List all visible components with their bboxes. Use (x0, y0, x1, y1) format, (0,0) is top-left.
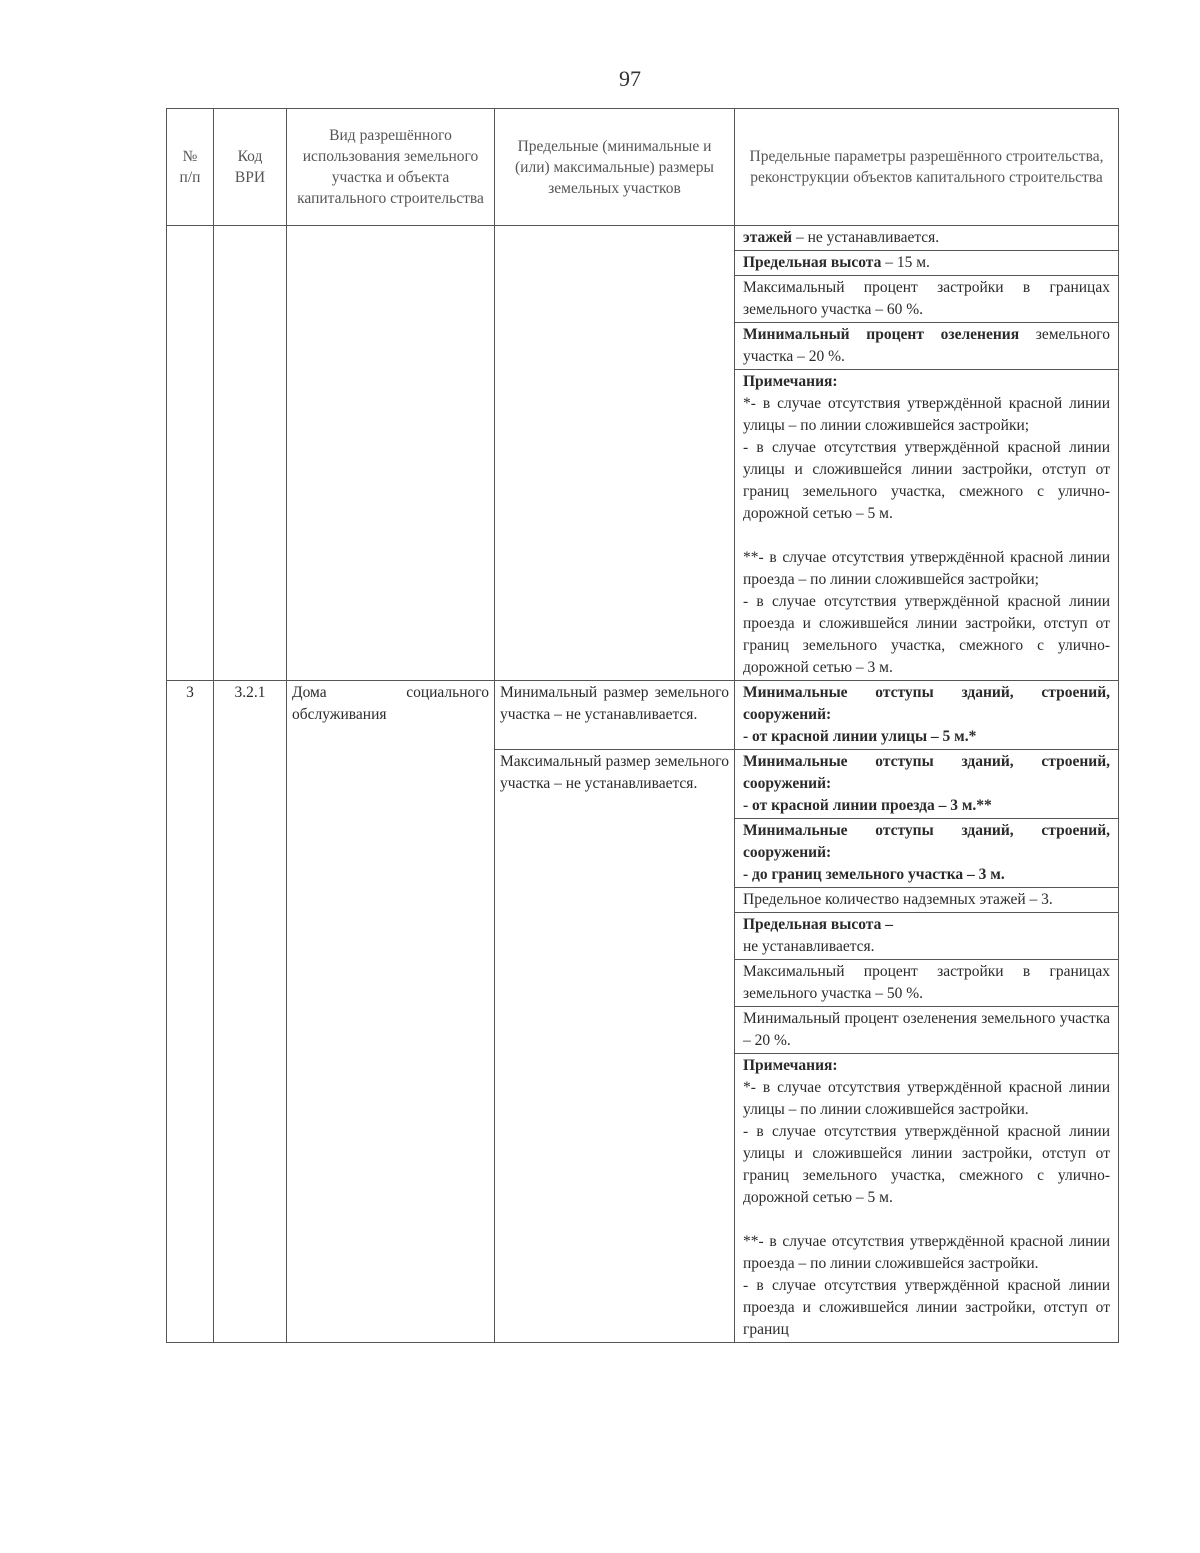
table-row (167, 226, 1119, 251)
row3-setback-border: Минимальные отступы зданий, строений, сооружений: - до границ земельного участка – 3 м. (735, 819, 1119, 888)
row3-floors: Предельное количество надземных этажей – 3. (735, 888, 1119, 913)
note-item: - в случае отсутствия утверждённой красной линии улицы и сложившейся линии застройки, отступ от границ земельного участка, смежного с улично-дорожной сетью – 5 м. (743, 1123, 1110, 1206)
note-item: *- в случае отсутствия утверждённой красной линии улицы – по линии сложившейся застройки; (743, 395, 1110, 434)
cont-use-cell (287, 226, 495, 681)
row3-setback-street: Минимальные отступы зданий, строений, сооружений: - от красной линии улицы – 5 м.* (735, 681, 1119, 750)
header-plot-sizes: Предельные (минимальные и (или) максимальные) размеры земельных участков (495, 109, 735, 226)
regulations-table (166, 108, 1119, 1343)
header-params: Предельные параметры разрешённого строительства, реконструкции объектов капитального строительства (735, 109, 1119, 226)
param-green-pct: Минимальный процент озеленения земельного участка – 20 %. (735, 323, 1119, 370)
note-item: *- в случае отсутствия утверждённой красной линии улицы – по линии сложившейся застройки. (743, 1079, 1110, 1118)
param-build-pct: Максимальный процент застройки в границах земельного участка – 60 %. (735, 276, 1119, 323)
row3-code: 3.2.1 (214, 681, 287, 1343)
row3-min-size: Минимальный размер земельного участка – не устанавливается. (495, 681, 735, 750)
param-height: Предельная высота – 15 м. (735, 251, 1119, 276)
page-number: 97 (619, 66, 641, 91)
row3-num: 3 (167, 681, 214, 1343)
header-num: № п/п (167, 109, 214, 226)
param-floors-tail: этажей – не устанавливается. (735, 226, 1119, 251)
notes-title: Примечания: (743, 373, 838, 390)
note-item: - в случае отсутствия утверждённой красной линии проезда и сложившейся линии застройки, отступ от границ (743, 1277, 1110, 1338)
row3-notes (735, 1054, 1119, 1343)
row3-setback-road: Минимальные отступы зданий, строений, сооружений: - от красной линии проезда – 3 м.** (735, 750, 1119, 819)
note-item: **- в случае отсутствия утверждённой красной линии проезда – по линии сложившейся застройки; (743, 549, 1110, 588)
cont-code-cell (214, 226, 287, 681)
row3-green-pct: Минимальный процент озеленения земельного участка – 20 %. (735, 1007, 1119, 1054)
cont-num-cell (167, 226, 214, 681)
table-header-row (167, 109, 1119, 226)
notes-title: Примечания: (743, 1057, 838, 1074)
header-code: Код ВРИ (214, 109, 287, 226)
row3-max-size: Максимальный размер земельного участка – не устанавливается. (495, 750, 735, 1343)
row3-height: Предельная высота – не устанавливается. (735, 913, 1119, 960)
table-row (167, 681, 1119, 750)
note-item: - в случае отсутствия утверждённой красной линии улицы и сложившейся линии застройки, отступ от границ земельного участка, смежного с улично-дорожной сетью – 5 м. (743, 439, 1110, 522)
row3-build-pct: Максимальный процент застройки в границах земельного участка – 50 %. (735, 960, 1119, 1007)
cont-size-cell (495, 226, 735, 681)
note-item: - в случае отсутствия утверждённой красной линии проезда и сложившейся линии застройки, отступ от границ земельного участка, смежного с улично-дорожной сетью – 3 м. (743, 593, 1110, 676)
header-use-type: Вид разрешённого использования земельного участка и объекта капитального строительства (287, 109, 495, 226)
row3-use-type: Дома социального обслуживания (287, 681, 495, 1343)
param-notes (735, 370, 1119, 681)
note-item: **- в случае отсутствия утверждённой красной линии проезда – по линии сложившейся застройки. (743, 1233, 1110, 1272)
